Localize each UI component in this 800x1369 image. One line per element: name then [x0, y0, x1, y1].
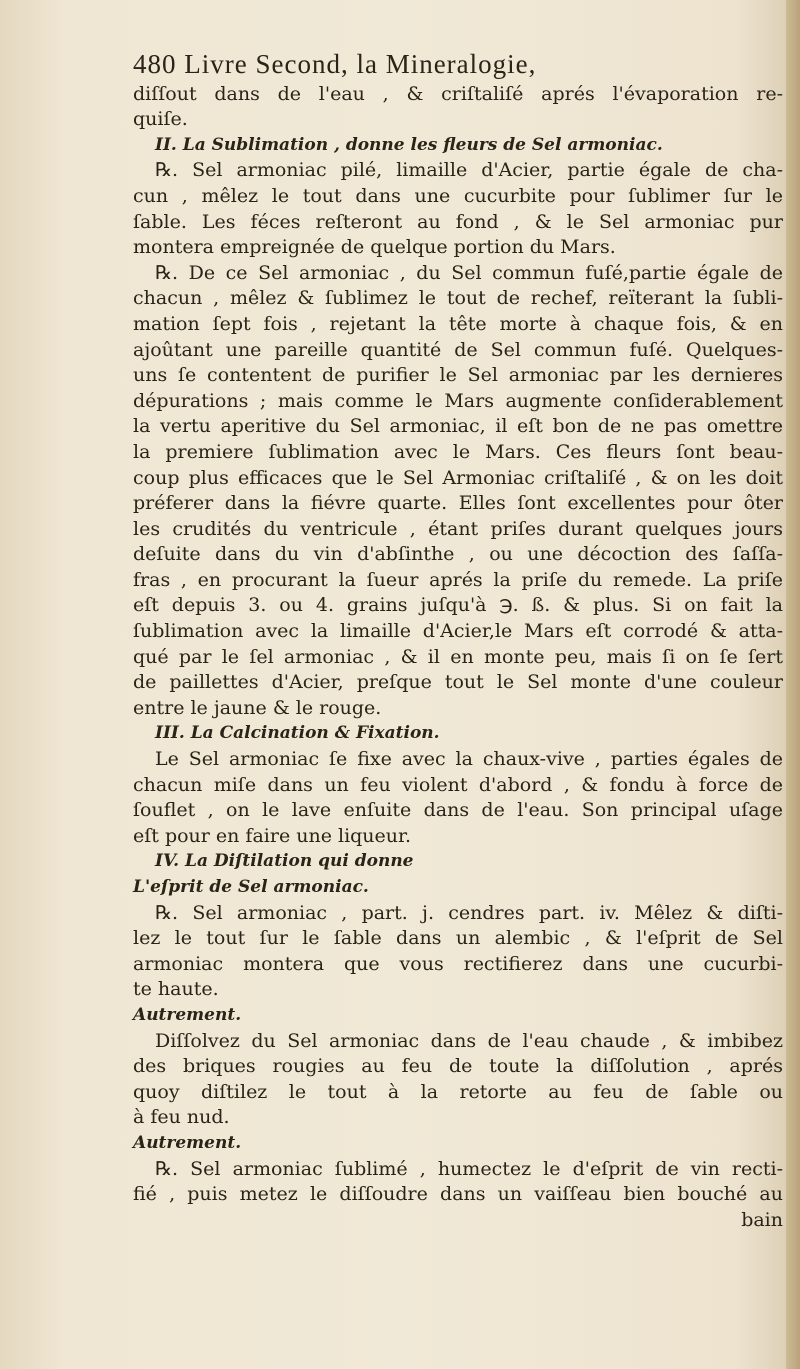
text-line: uns ſe contentent de purifier le Sel armoniac par les dernieres [133, 364, 783, 387]
text-line: la premiere ſublimation avec le Mars. Ces fleurs ſont beau- [133, 440, 783, 463]
page-text-block [133, 49, 783, 1233]
text-line: lez le tout ſur le ſable dans un alembic , & l'eſprit de Sel [133, 927, 783, 950]
text-line: coup plus efficaces que le Sel Armoniac criſtaliſé , & on les doit [133, 466, 783, 489]
text-line: deſuite dans du vin d'abſinthe , ou une décoction des ſaſſa- [133, 543, 783, 566]
text-line: Le Sel armoniac ſe fixe avec la chaux-vive , parties égales de [155, 748, 783, 771]
text-line: armoniac montera que vous rectifierez dans une cucurbi- [133, 952, 783, 975]
text-line: bain [741, 1208, 783, 1231]
text-line: eſt pour en faire une liqueur. [133, 824, 412, 847]
text-line: te haute. [133, 978, 219, 1001]
text-line: chacun , mêlez & ſublimez le tout de rechef, reïterant la ſubli- [133, 287, 783, 310]
text-line: ℞. Sel armoniac ſublimé , humectez le d'eſprit de vin recti- [155, 1157, 783, 1180]
text-line: L'eſprit de Sel armoniac. [133, 877, 369, 897]
text-line: montera empreignée de quelque portion du Mars. [133, 236, 616, 259]
text-line: ſouflet , on le lave enſuite dans de l'eau. Son principal uſage [133, 799, 783, 822]
text-line: fié , puis metez le diſſoudre dans un vaiſſeau bien bouché au [133, 1183, 783, 1206]
text-line: dépurations ; mais comme le Mars augmente conſiderablement [133, 389, 783, 412]
text-line: les crudités du ventricule , étant priſes durant quelques jours [133, 517, 783, 540]
text-line: à feu nud. [133, 1106, 230, 1129]
text-line: III. La Calcination & Fixation. [155, 723, 440, 744]
text-line: Autrement. [133, 1132, 242, 1153]
text-line: entre le jaune & le rouge. [133, 696, 382, 719]
text-line: diſſout dans de l'eau , & criſtaliſé aprés l'évaporation re- [133, 82, 783, 105]
text-line: la vertu aperitive du Sel armoniac, il eſt bon de ne pas omettre [133, 415, 783, 438]
text-line: des briques rougies au feu de toute la diſſolution , aprés [133, 1055, 783, 1078]
page-edge [786, 0, 800, 1369]
text-line: II. La Sublimation , donne les fleurs de Sel armoniac. [155, 134, 663, 155]
text-line: ℞. De ce Sel armoniac , du Sel commun fuſé,partie égale de [155, 261, 783, 284]
text-line: eſt depuis 3. ou 4. grains juſqu'à ℈. ß. & plus. Si on fait la [133, 594, 783, 617]
text-line: de paillettes d'Acier, preſque tout le Sel monte d'une couleur [133, 671, 783, 694]
text-line: quiſe. [133, 108, 188, 131]
text-line: Diſſolvez du Sel armoniac dans de l'eau chaude , & imbibez [155, 1029, 783, 1052]
text-line: ſable. Les féces reſteront au fond , & le Sel armoniac pur [133, 210, 783, 233]
text-lines [133, 82, 783, 1234]
text-line: mation ſept fois , rejetant la tête morte à chaque fois, & en [133, 312, 783, 335]
text-line: ℞. Sel armoniac pilé, limaille d'Acier, partie égale de cha- [155, 159, 783, 182]
text-line: chacun miſe dans un feu violent d'abord , & fondu à force de [133, 773, 783, 796]
text-line: fras , en procurant la ſueur aprés la priſe du remede. La priſe [133, 568, 783, 591]
text-line: IV. La Diſtilation qui donne [155, 851, 414, 872]
text-line: ℞. Sel armoniac , part. j. cendres part. iv. Mêlez & diſti- [155, 901, 783, 924]
text-line: qué par le ſel armoniac , & il en monte peu, mais ſi on ſe ſert [133, 645, 783, 668]
text-line: ſublimation avec la limaille d'Acier,le Mars eſt corrodé & atta- [133, 620, 783, 643]
text-line: Autrement. [133, 1004, 242, 1025]
text-line: cun , mêlez le tout dans une cucurbite pour ſublimer ſur le [133, 184, 783, 207]
text-line: préferer dans la fiévre quarte. Elles ſont excellentes pour ôter [133, 492, 783, 515]
text-line: quoy diſtilez le tout à la retorte au feu de ſable ou [133, 1080, 783, 1103]
running-header: 480 Livre Second, la Mineralogie, [133, 49, 537, 79]
text-line: ajoûtant une pareille quantité de Sel commun fuſé. Quelques- [133, 338, 783, 361]
